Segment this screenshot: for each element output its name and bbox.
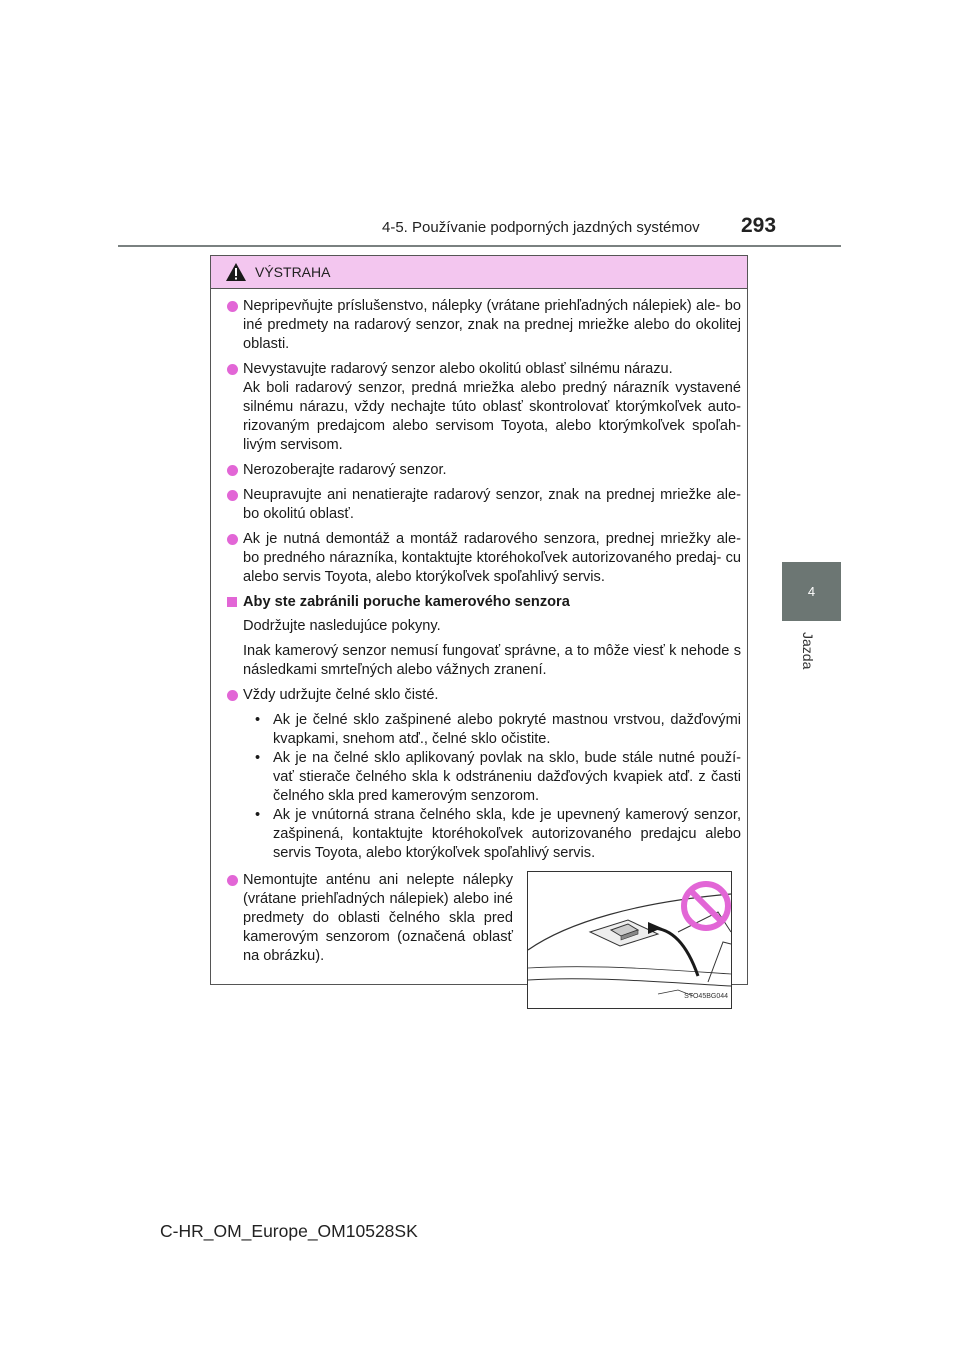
list-item: Ak je nutná demontáž a montáž radarového senzora, prednej mriežky ale- bo predného nárazníka, kontaktujte ktoréhokoľvek autorizovaného predaj- cu alebo servis Toyota, alebo ktorýkoľvek spoľahlivý servis. <box>227 530 741 587</box>
paragraph: Dodržujte nasledujúce pokyny. <box>243 618 441 634</box>
sub-list-item: • Ak je čelné sklo zašpinené alebo pokryté mastnou vrstvou, dažďovými kvapkami, snehom atď., čelné sklo očistite. <box>255 712 741 747</box>
bullet-dot-icon <box>227 875 238 886</box>
warning-content <box>211 289 747 1009</box>
document-code: C-HR_OM_Europe_OM10528SK <box>160 1221 418 1241</box>
header-divider <box>118 245 841 247</box>
sub-list-item: • Ak je na čelné sklo aplikovaný povlak na sklo, bude stále nutné použí- vať stierače čelného skla k odstráneniu dažďových kvapiek atď. z časti čelného skla pred kamerovým senzorom. <box>255 750 741 804</box>
page-number: 293 <box>741 214 777 237</box>
list-item: Vždy udržujte čelné sklo čisté. <box>227 686 741 705</box>
list-item: Neupravujte ani nenatierajte radarový senzor, znak na prednej mriežke ale- bo okolitú oblasť. <box>227 486 741 524</box>
list-item: Nerozoberajte radarový senzor. <box>227 461 741 480</box>
bullet-dot-icon <box>227 465 238 476</box>
warning-box <box>210 255 748 1000</box>
last-row <box>227 871 741 1009</box>
sub-list-item: • Ak je vnútorná strana čelného skla, kde je upevnený kamerový senzor, zašpinená, kontaktujte ktoréhokoľvek autorizovaného predajcu alebo servis Toyota, alebo ktorýkoľvek spoľahlivý servis. <box>255 807 741 861</box>
list-item: Nevystavujte radarový senzor alebo okolitú oblasť silnému nárazu. Ak boli radarový senzor, predná mriežka alebo predný nárazník vystavené silnému nárazu, vždy nechajte túto oblasť skontrolovať ktorýmkoľvek auto- rizovaným predajcom alebo servisom Toyota, alebo ktorýmkoľvek spoľah- livým servisom. <box>227 360 741 455</box>
bullet-dot-icon <box>227 301 238 312</box>
bullet-dot-icon <box>227 690 238 701</box>
windshield-illustration <box>527 871 732 1009</box>
list-item: Nemontujte anténu ani nelepte nálepky (vrátane priehľadných nálepiek) alebo iné predmety do oblasti čelného skla pred kamerovým senzorom (označená oblasť na obrázku). <box>227 871 513 1003</box>
subsection-heading: Aby ste zabránili poruche kamerového senzora <box>227 593 741 612</box>
warning-triangle-icon <box>225 262 247 282</box>
chapter-number: 4 <box>807 584 816 599</box>
bullet-dot-icon <box>227 364 238 375</box>
square-bullet-icon <box>227 597 237 607</box>
warning-title: VÝSTRAHA <box>255 264 331 280</box>
bullet-dot-icon <box>227 490 238 501</box>
chapter-label: Jazda <box>800 632 816 670</box>
list-item: Nepripevňujte príslušenstvo, nálepky (vrátane priehľadných nálepiek) ale- bo iné predmety na radarový senzor, znak na prednej mriežke alebo do okolitej oblasti. <box>227 297 741 354</box>
bullet-dot-icon <box>227 534 238 545</box>
warning-header <box>211 256 747 289</box>
paragraph: Inak kamerový senzor nemusí fungovať správne, a to môže viesť k nehode s následkami smrteľných alebo vážnych zranení. <box>243 643 741 678</box>
section-title: 4-5. Používanie podporných jazdných systémov <box>382 219 700 236</box>
figure-caption: STO45BG044 <box>684 993 728 1000</box>
chapter-tab[interactable] <box>782 562 841 621</box>
